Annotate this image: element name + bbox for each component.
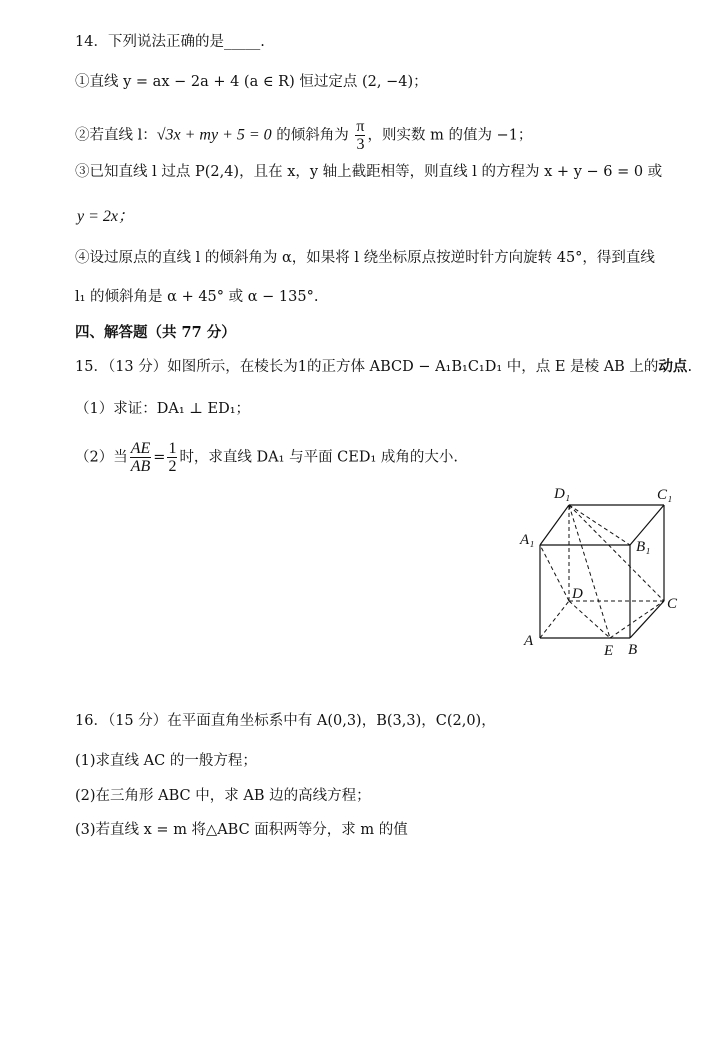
q14-item-4-line-2: l₁ 的倾斜角是 α + 45° 或 α − 135°. bbox=[75, 289, 319, 305]
q16-part-2: (2)在三角形 ABC 中，求 AB 边的高线方程； bbox=[75, 788, 371, 804]
q15-part-2-equals: = bbox=[153, 449, 166, 466]
hidden-edge-a-d bbox=[540, 601, 569, 638]
q14-item-2-suffix: ，则实数 m 的值为 −1； bbox=[367, 127, 533, 144]
fraction-numerator: 1 bbox=[168, 440, 177, 457]
q15-part-1: （1）求证：DA₁ ⊥ ED₁； bbox=[75, 401, 251, 417]
edge-a1-d1 bbox=[540, 505, 569, 545]
section-heading: 四、解答题（共 77 分） bbox=[75, 324, 236, 341]
q15-stem-text: 15．（13 分）如图所示，在棱长为1的正方体 ABCD − A₁B₁C₁D₁ 中，点 E 是棱 AB 上的 bbox=[75, 359, 659, 375]
q14-item-1: ①直线 y = ax − 2a + 4 (a ∈ R) 恒过定点 (2, −4)； bbox=[75, 74, 428, 90]
q15-stem-end: . bbox=[687, 359, 693, 375]
q16-stem: 16．（15 分）在平面直角坐标系中有 A(0,3)，B(3,3)，C(2,0)， bbox=[75, 713, 496, 729]
edge-b-c bbox=[630, 601, 664, 638]
vertex-label-e: E bbox=[604, 643, 614, 659]
vertex-label-c: C bbox=[667, 596, 678, 612]
q14-item-2-prefix: ②若直线 l： bbox=[75, 127, 157, 144]
segment-d1-e bbox=[569, 505, 610, 638]
vertex-label-d: D bbox=[572, 586, 583, 602]
q16-part-3: (3)若直线 x = m 将△ABC 面积两等分，求 m 的值 bbox=[75, 822, 408, 838]
fraction-denominator: 2 bbox=[168, 458, 177, 475]
q14-item-4-line-1: ④设过原点的直线 l 的倾斜角为 α，如果将 l 绕坐标原点按逆时针方向旋转 45°，得到直线 bbox=[75, 250, 655, 266]
vertex-label-a: A bbox=[524, 633, 534, 649]
vertex-label-b: B bbox=[628, 642, 638, 658]
vertex-label-c1: C₁ bbox=[657, 487, 673, 503]
q15-stem-bold: 动点 bbox=[658, 358, 688, 375]
q14-item-2-mid: 的倾斜角为 bbox=[271, 127, 354, 144]
vertex-label-b1: B₁ bbox=[636, 539, 651, 555]
vertex-label-a1: A₁ bbox=[520, 532, 535, 548]
q15-part-2-prefix: （2）当 bbox=[75, 449, 128, 466]
segment-d1-b1 bbox=[569, 505, 630, 545]
q14-item-3-line-1: ③已知直线 l 过点 P(2,4)，且在 x，y 轴上截距相等，则直线 l 的方程为 x + y − 6 = 0 或 bbox=[75, 164, 663, 180]
q14-item-3-line-2: y = 2x； bbox=[77, 208, 135, 225]
vertex-label-d1: D₁ bbox=[554, 486, 571, 502]
fraction-numerator: π bbox=[356, 118, 365, 135]
q14-stem: 14．下列说法正确的是_____. bbox=[75, 34, 265, 50]
fraction-numerator: AE bbox=[130, 440, 151, 457]
fraction-denominator: AB bbox=[130, 458, 151, 475]
fraction-denominator: 3 bbox=[356, 136, 365, 153]
q14-item-2-equation: √3x + my + 5 = 0 bbox=[156, 126, 272, 144]
q15-part-2-suffix: 时，求直线 DA₁ 与平面 CED₁ 成角的大小. bbox=[179, 449, 459, 466]
segment-e-c bbox=[610, 601, 664, 638]
q16-part-1: (1)求直线 AC 的一般方程； bbox=[75, 753, 257, 769]
segment-d-a1 bbox=[540, 545, 569, 601]
